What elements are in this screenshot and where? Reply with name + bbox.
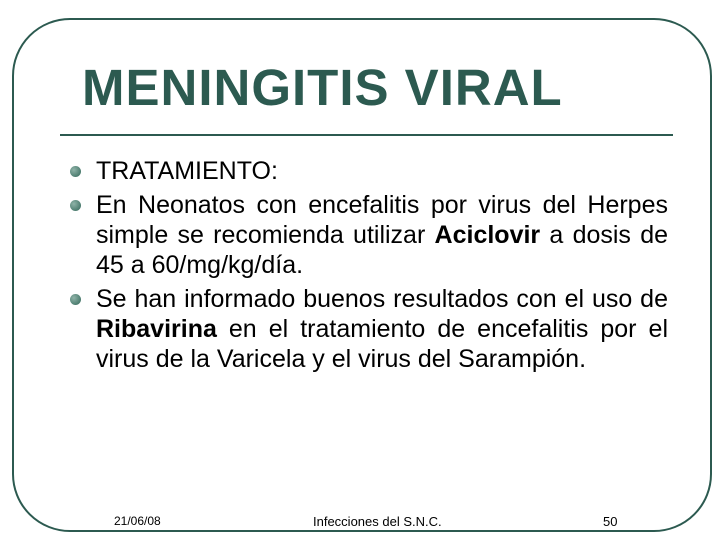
bullet-icon xyxy=(70,200,81,211)
slide-number: 50 xyxy=(603,514,618,529)
bullet-item xyxy=(70,190,668,280)
drug-name: Ribavirina xyxy=(96,315,217,343)
bullet-text: en el tratamiento de encefalitis por el virus de la Varicela y el virus del Sarampión. xyxy=(96,315,668,373)
bullet-text: a dosis de 45 a 60/mg/kg/día. xyxy=(96,221,668,279)
bullet-item xyxy=(70,156,668,186)
bullet-item xyxy=(70,284,668,374)
title-divider xyxy=(60,134,673,136)
bullet-text: Se han informado buenos resultados con el uso de xyxy=(96,285,668,313)
bullet-list xyxy=(70,156,668,374)
footer-title: Infecciones del S.N.C. xyxy=(313,514,442,529)
bullet-text: En Neonatos con encefalitis por virus del Herpes simple se recomienda utilizar xyxy=(96,191,668,249)
slide-title: MENINGITIS VIRAL xyxy=(82,59,563,116)
slide-content xyxy=(70,156,668,378)
drug-name: Aciclovir xyxy=(434,221,541,249)
bullet-icon xyxy=(70,294,81,305)
bullet-icon xyxy=(70,166,81,177)
footer-date: 21/06/08 xyxy=(114,514,161,528)
bullet-text: TRATAMIENTO: xyxy=(96,157,278,185)
